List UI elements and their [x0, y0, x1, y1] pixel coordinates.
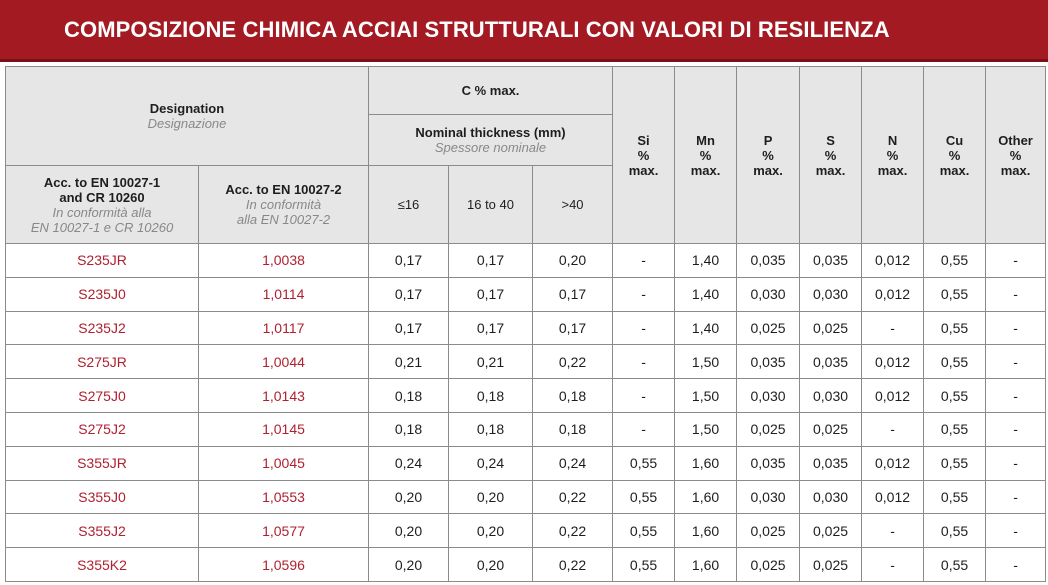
cell-other: -: [986, 345, 1046, 379]
cell-s: 0,025: [800, 412, 862, 446]
cell-c-gt40: 0,17: [533, 311, 613, 345]
cell-grade: S275J0: [6, 379, 199, 413]
cell-cu: 0,55: [924, 311, 986, 345]
cell-c-le16: 0,20: [369, 548, 449, 582]
table-row: [6, 480, 1046, 514]
cell-p: 0,030: [737, 480, 800, 514]
en-10027-1-header: Acc. to EN 10027-1 and CR 10260 In conformità alla EN 10027-1 e CR 10260: [6, 166, 199, 244]
cell-mn: 1,60: [675, 548, 737, 582]
cell-mn: 1,40: [675, 311, 737, 345]
table-row: [6, 345, 1046, 379]
designation-label: Designation: [149, 101, 225, 116]
cell-c-gt40: 0,22: [533, 514, 613, 548]
designation-header: [6, 67, 369, 166]
cell-c-le16: 0,20: [369, 514, 449, 548]
cell-c-le16: 0,17: [369, 244, 449, 278]
cell-c-16-40: 0,18: [449, 412, 533, 446]
cell-c-gt40: 0,18: [533, 379, 613, 413]
c-max-header: C % max.: [369, 67, 613, 115]
cell-number: 1,0038: [199, 244, 369, 278]
cell-mn: 1,60: [675, 446, 737, 480]
cell-si: -: [613, 311, 675, 345]
cell-s: 0,030: [800, 480, 862, 514]
designation-label-it: Designazione: [147, 116, 227, 131]
table-row: [6, 514, 1046, 548]
cell-c-16-40: 0,20: [449, 514, 533, 548]
cell-si: -: [613, 412, 675, 446]
cell-c-le16: 0,20: [369, 480, 449, 514]
cell-c-gt40: 0,24: [533, 446, 613, 480]
cell-n: 0,012: [862, 446, 924, 480]
cell-si: -: [613, 379, 675, 413]
cell-p: 0,025: [737, 412, 800, 446]
cell-other: -: [986, 480, 1046, 514]
cell-si: -: [613, 277, 675, 311]
cell-number: 1,0145: [199, 412, 369, 446]
cell-other: -: [986, 277, 1046, 311]
cell-c-16-40: 0,17: [449, 311, 533, 345]
cell-p: 0,025: [737, 514, 800, 548]
cell-n: 0,012: [862, 480, 924, 514]
cell-n: 0,012: [862, 277, 924, 311]
cell-c-gt40: 0,20: [533, 244, 613, 278]
cell-c-le16: 0,17: [369, 311, 449, 345]
cell-c-16-40: 0,17: [449, 244, 533, 278]
cell-cu: 0,55: [924, 379, 986, 413]
cell-s: 0,025: [800, 514, 862, 548]
cell-c-gt40: 0,17: [533, 277, 613, 311]
cell-c-le16: 0,24: [369, 446, 449, 480]
cell-grade: S355K2: [6, 548, 199, 582]
cell-si: 0,55: [613, 480, 675, 514]
si-header: Si % max.: [613, 67, 675, 244]
cell-grade: S275JR: [6, 345, 199, 379]
cell-other: -: [986, 514, 1046, 548]
table-row: [6, 412, 1046, 446]
cell-n: -: [862, 514, 924, 548]
cell-cu: 0,55: [924, 277, 986, 311]
cell-p: 0,025: [737, 548, 800, 582]
cell-other: -: [986, 446, 1046, 480]
cell-grade: S235J0: [6, 277, 199, 311]
cell-number: 1,0143: [199, 379, 369, 413]
cell-mn: 1,60: [675, 480, 737, 514]
cell-other: -: [986, 412, 1046, 446]
cell-s: 0,030: [800, 277, 862, 311]
table-row: [6, 379, 1046, 413]
cell-mn: 1,60: [675, 514, 737, 548]
cell-c-gt40: 0,22: [533, 480, 613, 514]
thickness-16-40-header: 16 to 40: [449, 166, 533, 244]
cell-s: 0,025: [800, 548, 862, 582]
cell-cu: 0,55: [924, 514, 986, 548]
cell-grade: S235JR: [6, 244, 199, 278]
n-header: N % max.: [862, 67, 924, 244]
cell-si: -: [613, 244, 675, 278]
cell-c-le16: 0,18: [369, 379, 449, 413]
cell-n: 0,012: [862, 379, 924, 413]
thickness-le16-header: ≤16: [369, 166, 449, 244]
cell-si: 0,55: [613, 446, 675, 480]
cell-s: 0,030: [800, 379, 862, 413]
cell-mn: 1,40: [675, 277, 737, 311]
p-header: P % max.: [737, 67, 800, 244]
table-row: [6, 548, 1046, 582]
cell-p: 0,030: [737, 379, 800, 413]
cell-c-16-40: 0,18: [449, 379, 533, 413]
cell-si: 0,55: [613, 514, 675, 548]
cell-cu: 0,55: [924, 412, 986, 446]
s-header: S % max.: [800, 67, 862, 244]
other-header: Other % max.: [986, 67, 1046, 244]
cell-cu: 0,55: [924, 480, 986, 514]
cell-n: -: [862, 548, 924, 582]
cell-grade: S235J2: [6, 311, 199, 345]
cell-cu: 0,55: [924, 446, 986, 480]
cell-p: 0,035: [737, 345, 800, 379]
cell-c-16-40: 0,20: [449, 480, 533, 514]
cell-c-le16: 0,18: [369, 412, 449, 446]
cell-s: 0,025: [800, 311, 862, 345]
cell-mn: 1,50: [675, 412, 737, 446]
steel-composition-table: [5, 66, 1046, 582]
cell-c-le16: 0,21: [369, 345, 449, 379]
cell-mn: 1,50: [675, 345, 737, 379]
cell-c-gt40: 0,22: [533, 548, 613, 582]
nominal-thickness-header: [369, 115, 613, 166]
cell-c-16-40: 0,24: [449, 446, 533, 480]
cell-p: 0,035: [737, 244, 800, 278]
cell-si: -: [613, 345, 675, 379]
cell-number: 1,0596: [199, 548, 369, 582]
cell-other: -: [986, 244, 1046, 278]
cell-grade: S355JR: [6, 446, 199, 480]
cell-grade: S355J0: [6, 480, 199, 514]
cell-c-16-40: 0,17: [449, 277, 533, 311]
table-row: [6, 311, 1046, 345]
cell-number: 1,0114: [199, 277, 369, 311]
cell-c-16-40: 0,21: [449, 345, 533, 379]
cell-grade: S275J2: [6, 412, 199, 446]
cell-c-16-40: 0,20: [449, 548, 533, 582]
cell-cu: 0,55: [924, 244, 986, 278]
cell-si: 0,55: [613, 548, 675, 582]
cell-cu: 0,55: [924, 548, 986, 582]
cell-n: -: [862, 311, 924, 345]
cell-p: 0,035: [737, 446, 800, 480]
cell-n: -: [862, 412, 924, 446]
cell-other: -: [986, 379, 1046, 413]
en-10027-2-header: Acc. to EN 10027-2 In conformità alla EN 10027-2: [199, 166, 369, 244]
cell-other: -: [986, 548, 1046, 582]
table-row: [6, 446, 1046, 480]
mn-header: Mn % max.: [675, 67, 737, 244]
table-row: [6, 244, 1046, 278]
cu-header: Cu % max.: [924, 67, 986, 244]
cell-mn: 1,50: [675, 379, 737, 413]
cell-grade: S355J2: [6, 514, 199, 548]
cell-n: 0,012: [862, 244, 924, 278]
cell-c-le16: 0,17: [369, 277, 449, 311]
cell-s: 0,035: [800, 244, 862, 278]
cell-c-gt40: 0,22: [533, 345, 613, 379]
cell-p: 0,030: [737, 277, 800, 311]
cell-mn: 1,40: [675, 244, 737, 278]
nominal-thickness-label-it: Spessore nominale: [434, 140, 547, 155]
cell-c-gt40: 0,18: [533, 412, 613, 446]
page-title: COMPOSIZIONE CHIMICA ACCIAI STRUTTURALI CON VALORI DI RESILIENZA: [0, 0, 1048, 62]
cell-number: 1,0045: [199, 446, 369, 480]
cell-s: 0,035: [800, 446, 862, 480]
table-row: [6, 277, 1046, 311]
cell-s: 0,035: [800, 345, 862, 379]
cell-other: -: [986, 311, 1046, 345]
cell-p: 0,025: [737, 311, 800, 345]
cell-number: 1,0117: [199, 311, 369, 345]
cell-cu: 0,55: [924, 345, 986, 379]
cell-number: 1,0044: [199, 345, 369, 379]
cell-n: 0,012: [862, 345, 924, 379]
cell-number: 1,0553: [199, 480, 369, 514]
cell-number: 1,0577: [199, 514, 369, 548]
nominal-thickness-label: Nominal thickness (mm): [415, 125, 566, 140]
thickness-gt40-header: >40: [533, 166, 613, 244]
